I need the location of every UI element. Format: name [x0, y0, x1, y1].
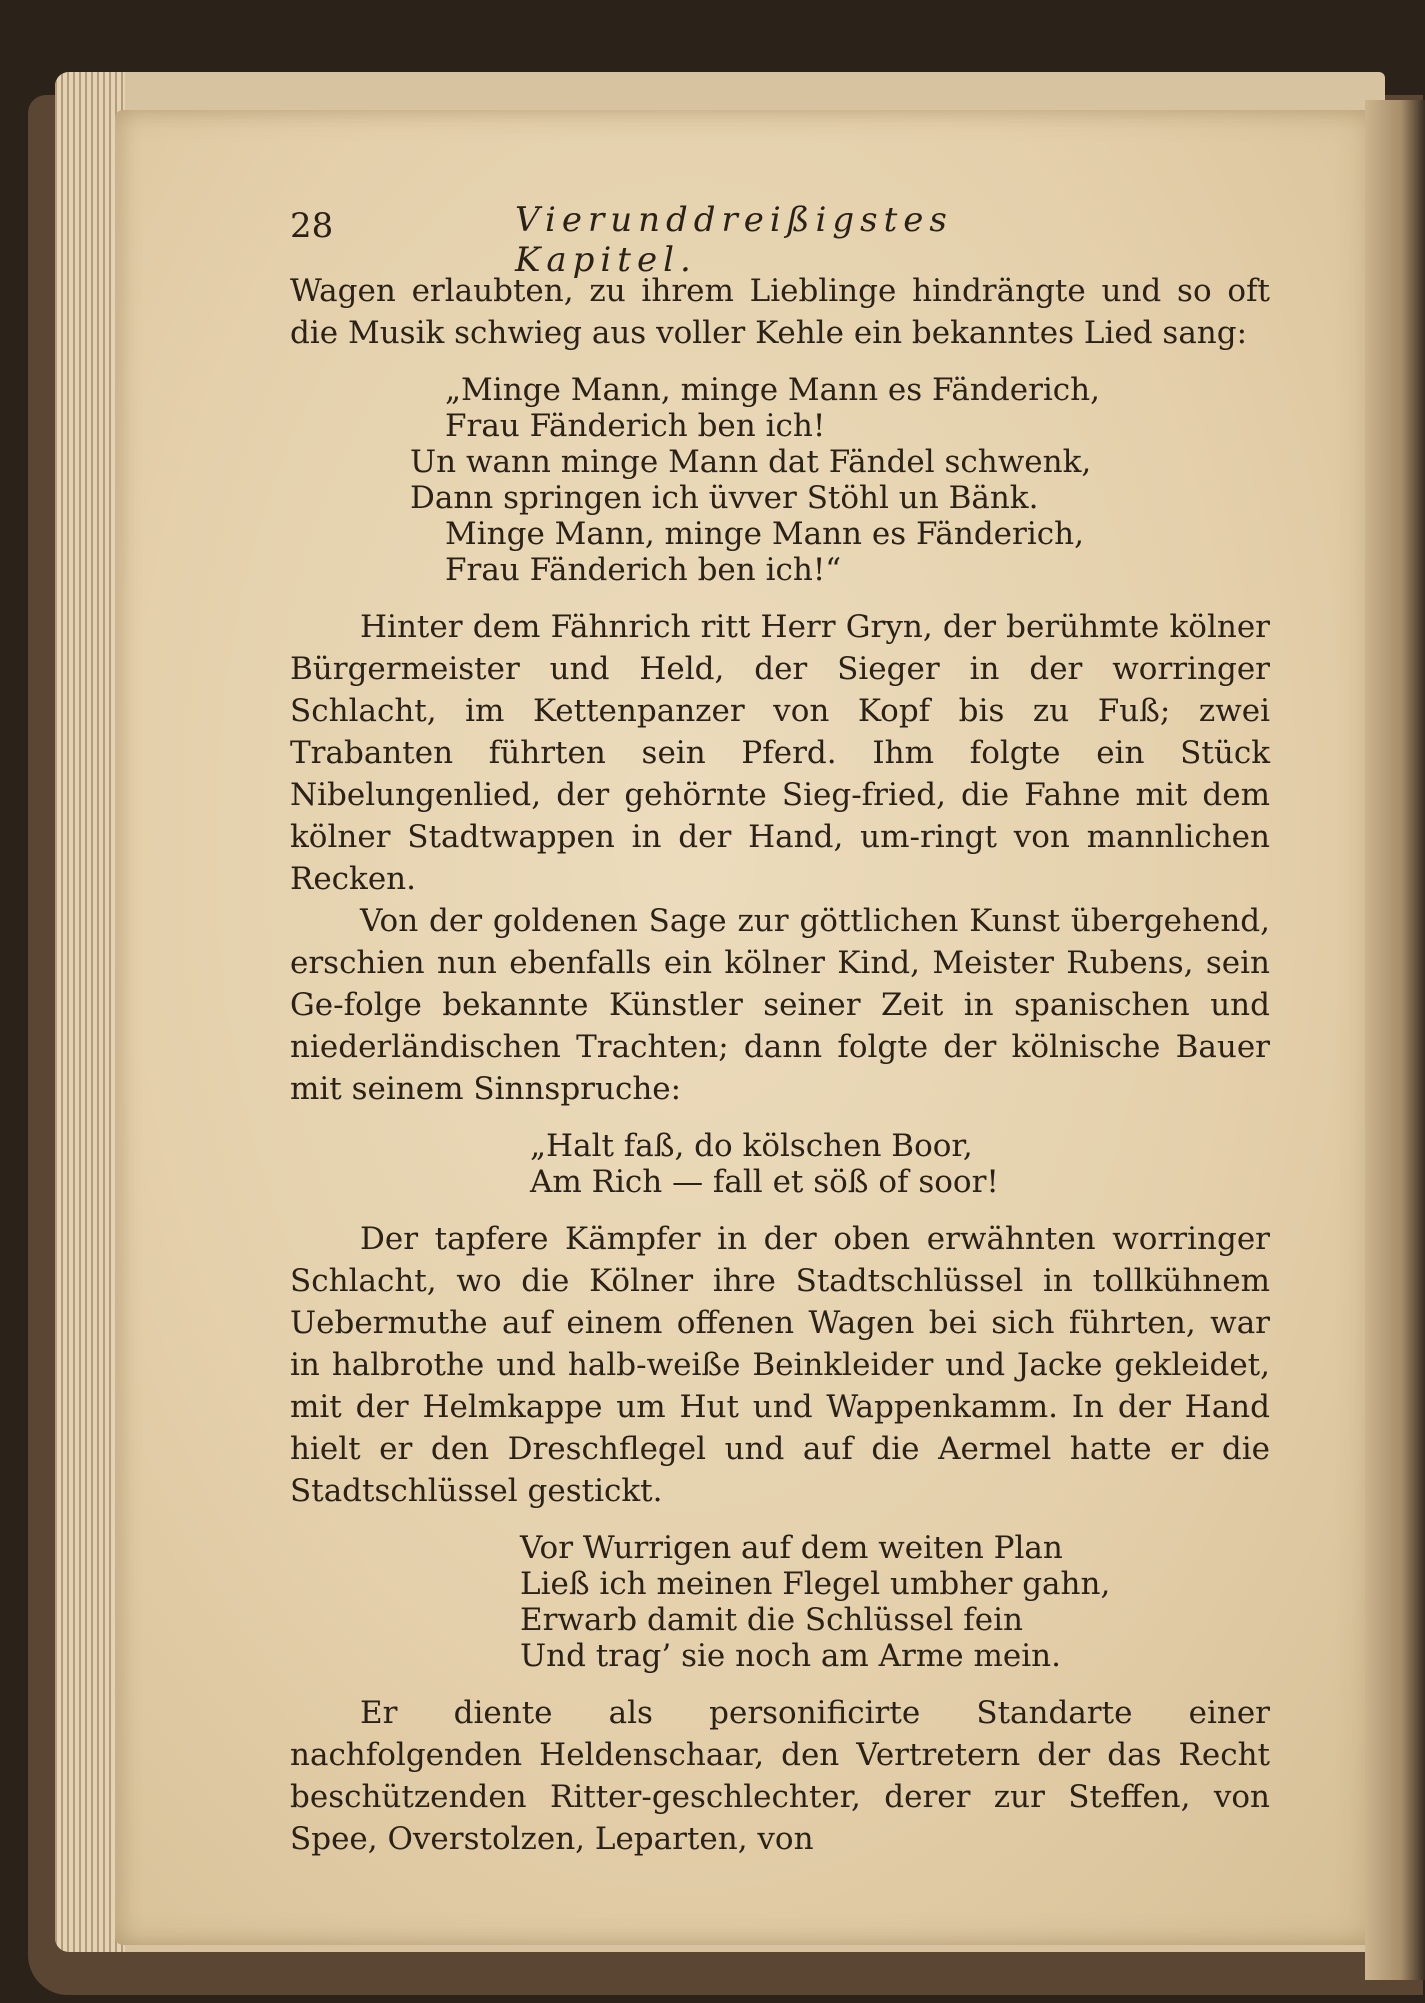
page-number: 28: [290, 206, 334, 246]
verse-line: Vor Wurrigen auf dem weiten Plan: [520, 1530, 1063, 1566]
verse-block: [290, 1128, 1270, 1200]
page-header: [290, 200, 1060, 280]
verse-block: [290, 1530, 1270, 1674]
paragraph: Er diente als personificirte Standarte einer nachfolgenden Heldenschaar, den Vertretern der das Recht beschützenden Ritter-geschlechter, derer zur Steffen, von Spee, Overstolzen, Leparten, von: [290, 1695, 1270, 1857]
verse-line: Un wann minge Mann dat Fändel schwenk,: [410, 444, 1092, 480]
book-gutter: [1365, 100, 1425, 1980]
paragraph: Hinter dem Fähnrich ritt Herr Gryn, der berühmte kölner Bürgermeister und Held, der Sieger in der worringer Schlacht, im Kettenpanzer von Kopf bis zu Fuß; zwei Trabanten führten sein Pferd. Ihm folgte ein Stück Nibelungenlied, der gehörnte Sieg-fried, die Fahne mit dem kölner Stadtwappen in der Hand, um-ringt von mannlichen Recken.: [290, 609, 1270, 897]
paragraph: Von der goldenen Sage zur göttlichen Kunst übergehend, erschien nun ebenfalls ein kölner Kind, Meister Rubens, sein Ge-folge bekannte Künstler seiner Zeit in spanischen und niederländischen Trachten; dann folgte der kölnische Bauer mit seinem Sinnspruche:: [290, 903, 1270, 1107]
verse-line: Frau Fänderich ben ich!“: [445, 552, 842, 588]
verse-line: „Halt faß, do kölschen Boor,: [530, 1128, 973, 1164]
verse-line: Am Rich — fall et söß of soor!: [530, 1164, 999, 1200]
verse-line: Frau Fänderich ben ich!: [445, 408, 826, 444]
running-head: Vierunddreißigstes Kapitel.: [515, 200, 953, 280]
verse-line: Erwarb damit die Schlüssel fein: [520, 1602, 1023, 1638]
page-body: [290, 270, 1270, 1860]
verse-line: Ließ ich meinen Flegel umbher gahn,: [520, 1566, 1111, 1602]
verse-line: Und trag’ sie noch am Arme mein.: [520, 1638, 1061, 1674]
paragraph: Der tapfere Kämpfer in der oben erwähnten worringer Schlacht, wo die Kölner ihre Stadtschlüssel in tollkühnem Uebermuthe auf einem offenen Wagen bei sich führten, war in halbrothe und halb-weiße Beinkleider und Jacke gekleidet, mit der Helmkappe um Hut und Wappenkamm. In der Hand hielt er den Dreschflegel und auf die Aermel hatte er die Stadtschlüssel gestickt.: [290, 1221, 1270, 1509]
verse-line: „Minge Mann, minge Mann es Fänderich,: [445, 372, 1100, 408]
verse-line: Dann springen ich üvver Stöhl un Bänk.: [410, 480, 1039, 516]
verse-block: [290, 372, 1270, 588]
verse-line: Minge Mann, minge Mann es Fänderich,: [445, 516, 1084, 552]
paragraph: Wagen erlaubten, zu ihrem Lieblinge hindrängte und so oft die Musik schwieg aus voller Kehle ein bekanntes Lied sang:: [290, 273, 1270, 351]
